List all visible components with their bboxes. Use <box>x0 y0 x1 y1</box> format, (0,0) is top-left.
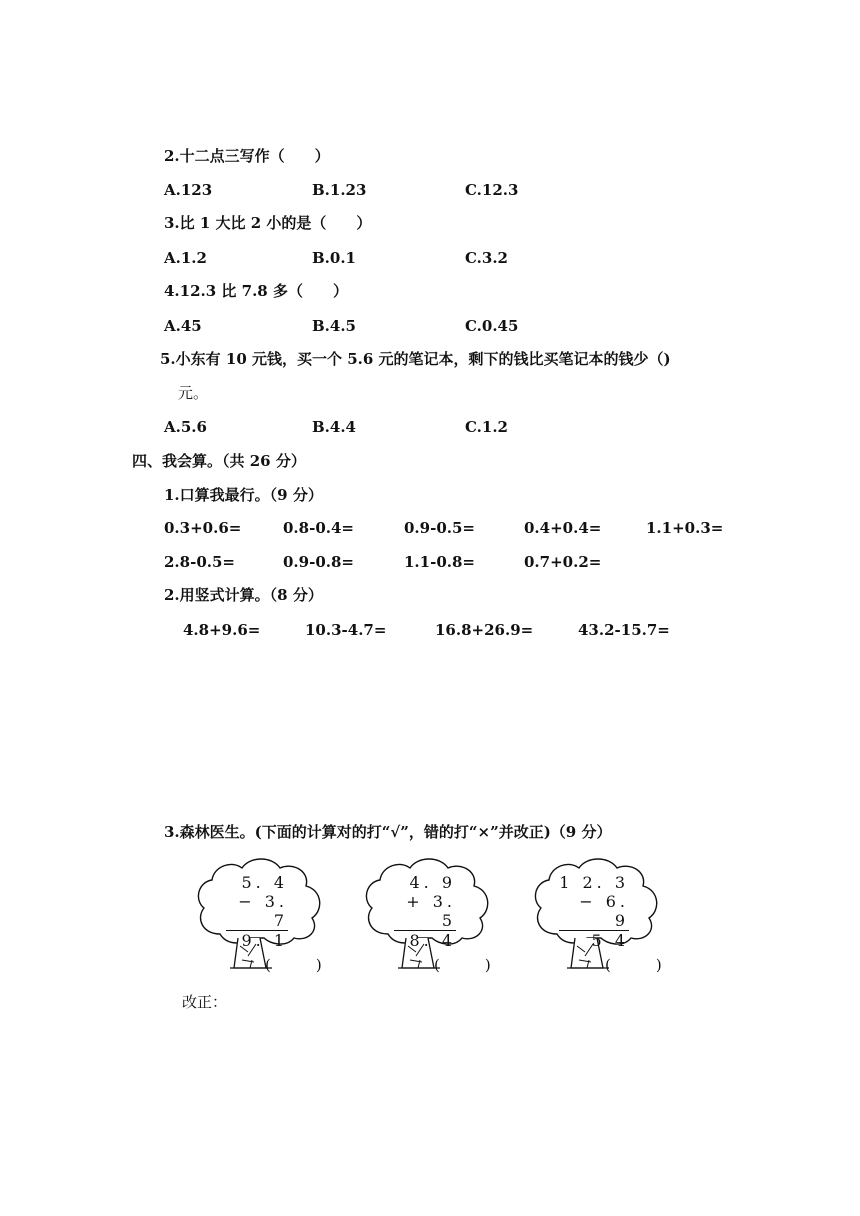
tree-3-mid: − 6. 9 <box>559 892 629 931</box>
tree-3-top: 1 2. 3 <box>559 873 629 892</box>
vertical-item: 43.2-15.7= <box>578 621 670 639</box>
oral-item: 2.8-0.5= <box>164 553 235 571</box>
tree-2-answer-blank[interactable]: ( ) <box>434 956 491 974</box>
tree-2-top: 4. 9 <box>409 873 456 892</box>
q5-option-a: A.5.6 <box>164 418 207 436</box>
q2-option-c: C.12.3 <box>465 181 519 199</box>
vertical-calc-title: 2.用竖式计算。（8 分） <box>164 586 323 604</box>
tree-2-mid: + 3. 5 <box>394 892 456 931</box>
oral-item: 0.9-0.8= <box>283 553 354 571</box>
q2-option-a: A.123 <box>164 181 213 199</box>
tree-1-result: 9. 1 <box>241 931 288 950</box>
q5-option-b: B.4.4 <box>312 418 356 436</box>
oral-calc-title: 1.口算我最行。（9 分） <box>164 486 323 504</box>
q5-option-c: C.1.2 <box>465 418 508 436</box>
question-5: 5.小东有 10 元钱，买一个 5.6 元的笔记本，剩下的钱比买笔记本的钱少（) <box>160 350 671 368</box>
oral-item: 1.1-0.8= <box>404 553 475 571</box>
correction-label: 改正： <box>182 993 228 1011</box>
tree-3-answer-blank[interactable]: ( ) <box>605 956 662 974</box>
forest-doctor-title: 3.森林医生。(下面的计算对的打“√”，错的打“×”并改正)（9 分） <box>164 823 612 841</box>
question-4: 4.12.3 比 7.8 多（ ） <box>164 282 348 300</box>
oral-item: 0.9-0.5= <box>404 519 475 537</box>
q3-option-c: C.3.2 <box>465 249 508 267</box>
q4-option-b: B.4.5 <box>312 317 356 335</box>
oral-item: 1.1+0.3= <box>646 519 724 537</box>
oral-item: 0.3+0.6= <box>164 519 242 537</box>
q4-option-c: C.0.45 <box>465 317 519 335</box>
oral-item: 0.8-0.4= <box>283 519 354 537</box>
q4-option-a: A.45 <box>164 317 202 335</box>
tree-3-result: 5 4 <box>591 931 629 950</box>
tree-2-result: 8. 4 <box>409 931 456 950</box>
oral-item: 0.7+0.2= <box>524 553 602 571</box>
oral-item: 0.4+0.4= <box>524 519 602 537</box>
q3-option-a: A.1.2 <box>164 249 207 267</box>
question-5-continuation: 元。 <box>178 384 209 402</box>
tree-1-top: 5. 4 <box>241 873 288 892</box>
q3-option-b: B.0.1 <box>312 249 356 267</box>
vertical-item: 4.8+9.6= <box>183 621 261 639</box>
tree-1-mid: − 3. 7 <box>226 892 288 931</box>
question-3: 3.比 1 大比 2 小的是（ ） <box>164 214 372 232</box>
vertical-item: 10.3-4.7= <box>305 621 387 639</box>
section-4-title: 四、我会算。（共 26 分） <box>132 452 306 470</box>
question-2: 2.十二点三写作（ ） <box>164 147 330 165</box>
vertical-item: 16.8+26.9= <box>435 621 534 639</box>
q2-option-b: B.1.23 <box>312 181 367 199</box>
tree-1-answer-blank[interactable]: ( ) <box>265 956 322 974</box>
